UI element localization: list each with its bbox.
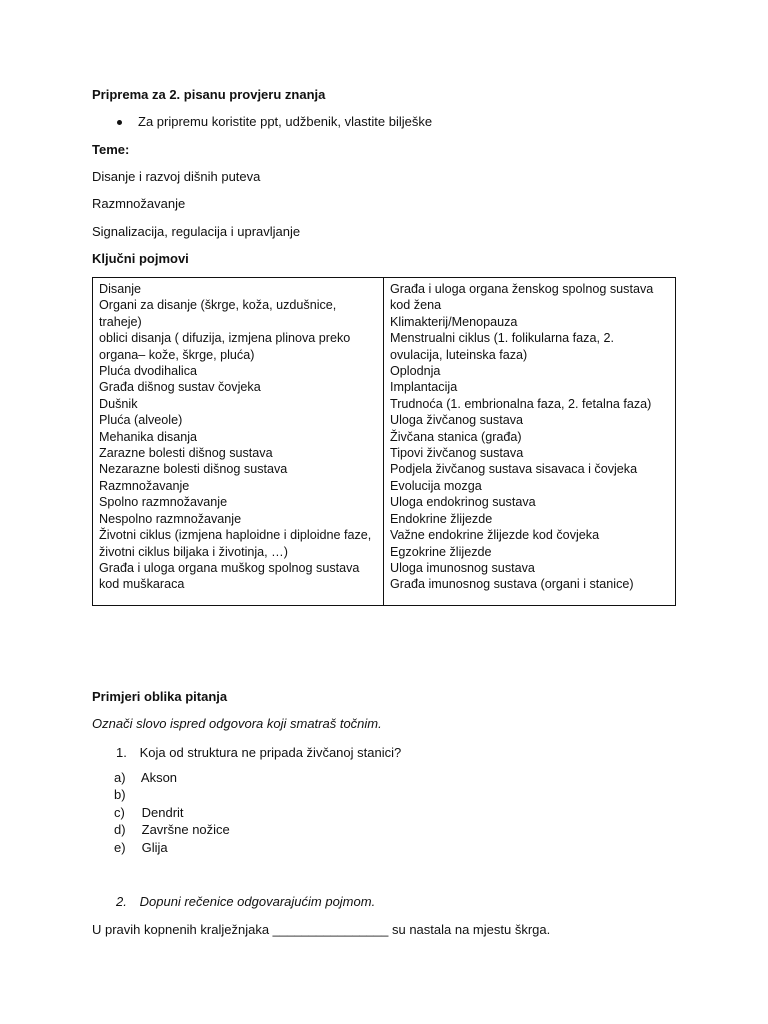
answer-letter: d) (114, 822, 126, 837)
term-item: Menstrualni ciklus (1. folikularna faza, 2. ovulacija, luteinska faza) (390, 331, 614, 362)
answer-option[interactable] (114, 805, 184, 820)
sentence-end: su nastala na mjestu škrga. (391, 922, 551, 937)
question-text: Koja od struktura ne pripada živčanoj stanici? (139, 745, 402, 760)
topic-item: Razmnožavanje (92, 196, 186, 211)
term-item: Spolno razmnožavanje (99, 495, 228, 510)
term-item: Građa i uloga organa muškog spolnog sustava kod muškaraca (99, 560, 360, 592)
question-number: 1. (116, 745, 127, 760)
term-item: Građa imunosnog sustava (organi i stanice) (390, 577, 634, 592)
term-item: Građa i uloga organa ženskog spolnog sustava kod žena (390, 282, 654, 313)
term-item: Pluća (alveole) (99, 413, 183, 428)
term-item: Životni ciklus (izmjena haploidne i diploidne faze, životni ciklus biljaka i životinja, …) (99, 528, 372, 559)
answer-text: Glija (141, 840, 168, 855)
term-item: Živčana stanica (građa) (390, 429, 522, 444)
term-item: Mehanika disanja (99, 429, 198, 444)
term-item: Građa dišnog sustav čovjeka (99, 380, 261, 395)
topics-heading: Teme: (92, 142, 130, 157)
term-item: Razmnožavanje (99, 478, 190, 493)
answer-letter: a) (114, 770, 126, 785)
answer-option[interactable] (114, 787, 138, 802)
document-title: Priprema za 2. pisanu provjeru znanja (92, 87, 326, 102)
term-item: Pluća dvodihalica (99, 364, 198, 379)
term-item: Nespolno razmnožavanje (99, 511, 242, 526)
term-item: Egzokrine žlijezde (390, 544, 492, 559)
term-item: Dušnik (99, 396, 138, 411)
fill-blank[interactable]: ________________ (272, 922, 389, 937)
answer-letter: b) (114, 787, 126, 802)
term-item: oblici disanja ( difuzija, izmjena plinova preko organa– kože, škrge, pluća) (99, 331, 351, 362)
term-item: Organi za disanje (škrge, koža, uzdušnice, traheje) (99, 298, 337, 329)
term-item: Disanje (99, 282, 141, 296)
question-1 (116, 745, 401, 760)
key-terms-table (92, 277, 676, 606)
term-item: Važne endokrine žlijezde kod čovjeka (390, 528, 600, 543)
answer-option[interactable] (114, 770, 177, 785)
term-item: Tipovi živčanog sustava (390, 446, 524, 461)
topic-item: Signalizacija, regulacija i upravljanje (92, 224, 301, 239)
bullet-text: Za pripremu koristite ppt, udžbenik, vlastite bilješke (138, 114, 433, 129)
term-item: Uloga endokrinog sustava (390, 495, 536, 510)
term-item: Implantacija (390, 380, 458, 395)
term-item: Evolucija mozga (390, 478, 482, 493)
right-column-cell (384, 278, 676, 606)
instruction-text: Označi slovo ispred odgovora koji smatraš točnim. (92, 716, 382, 731)
answer-text: Dendrit (141, 805, 184, 820)
left-column-cell (93, 278, 384, 606)
term-item: Trudnoća (1. embrionalna faza, 2. fetalna faza) (390, 396, 652, 411)
answer-letter: e) (114, 840, 126, 855)
answer-text: Akson (140, 770, 178, 785)
key-terms-heading: Ključni pojmovi (92, 251, 189, 266)
question-number: 2. (116, 894, 127, 909)
answer-text: Završne nožice (141, 822, 230, 837)
fill-in-sentence (92, 922, 550, 937)
term-item: Zarazne bolesti dišnog sustava (99, 446, 273, 461)
sentence-start: U pravih kopnenih kralježnjaka (92, 922, 270, 937)
question-text: Dopuni rečenice odgovarajućim pojmom. (139, 894, 376, 909)
answer-letter: c) (114, 805, 125, 820)
term-item: Uloga imunosnog sustava (390, 560, 535, 575)
term-item: Podjela živčanog sustava sisavaca i čovjeka (390, 462, 638, 477)
answer-option[interactable] (114, 840, 168, 855)
bullet-dot-icon (117, 120, 122, 125)
topic-item: Disanje i razvoj dišnih puteva (92, 169, 261, 184)
term-item: Klimakterij/Menopauza (390, 314, 518, 329)
question-2 (116, 894, 375, 909)
term-item: Oplodnja (390, 364, 441, 379)
answer-option[interactable] (114, 822, 230, 837)
examples-heading: Primjeri oblika pitanja (92, 689, 228, 704)
term-item: Uloga živčanog sustava (390, 413, 524, 428)
term-item: Endokrine žlijezde (390, 511, 493, 526)
term-item: Nezarazne bolesti dišnog sustava (99, 462, 288, 477)
